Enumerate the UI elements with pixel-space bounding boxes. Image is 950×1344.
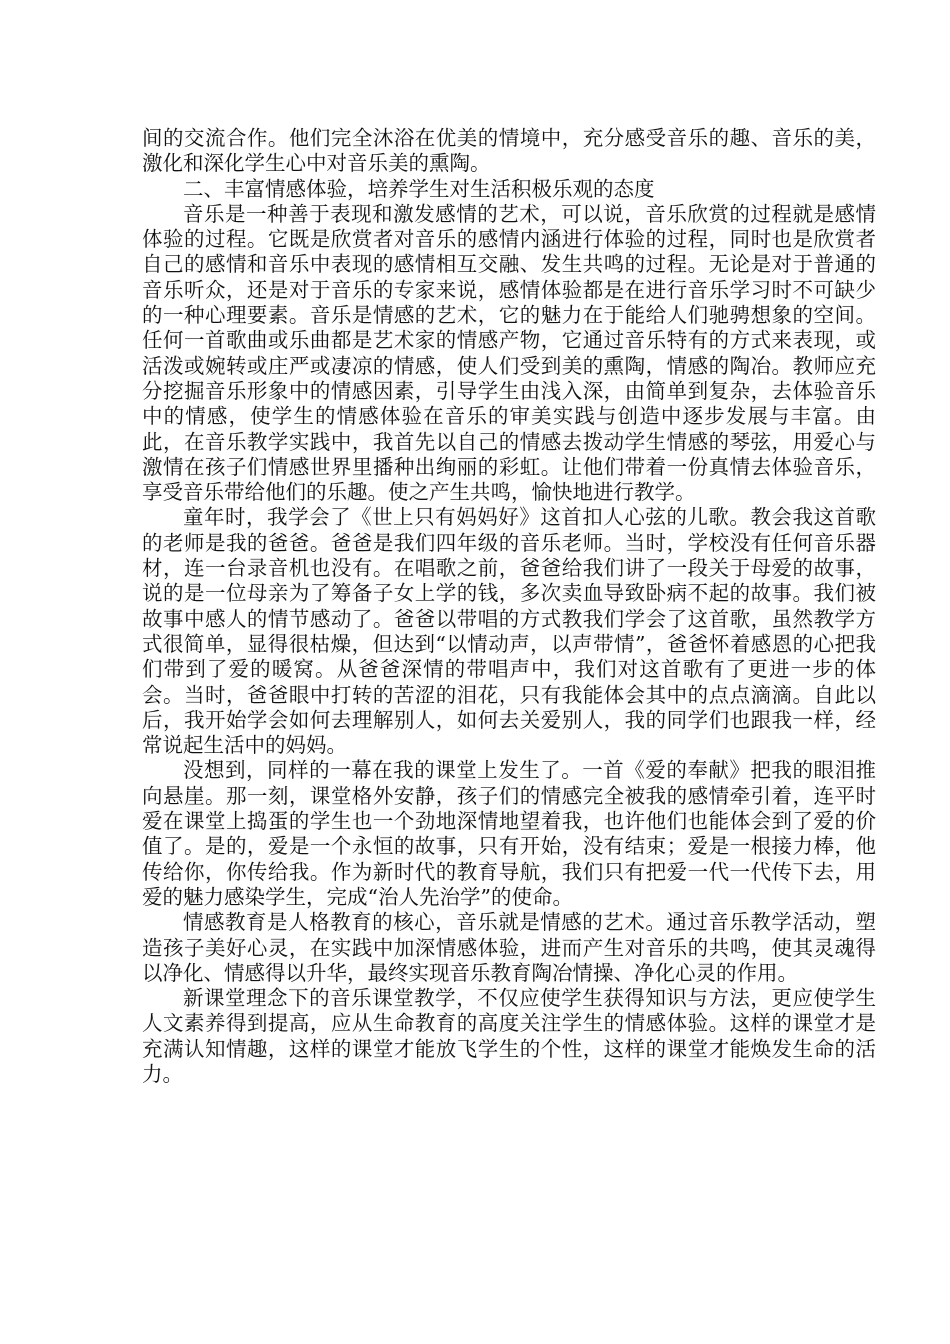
paragraph: 音乐是一种善于表现和激发感情的艺术，可以说，音乐欣赏的过程就是感情体验的过程。它既是欣赏者对音乐的感情内涵进行体验的过程，同时也是欣赏者自己的感情和音乐中表现的感情相互交融、发生共鸣的过程。无论是对于普通的音乐听众，还是对于音乐的专家来说，感情体验都是在进行音乐学习时不可缺少的一种心理要素。音乐是情感的艺术，它的魅力在于能给人们驰骋想象的空间。任何一首歌曲或乐曲都是艺术家的情感产物，它通过音乐特有的方式来表现，或活泼或婉转或庄严或凄凉的情感，使人们受到美的熏陶，情感的陶冶。教师应充分挖掘音乐形象中的情感因素，引导学生由浅入深，由简单到复杂，去体验音乐中的情感，使学生的情感体验在音乐的审美实践与创造中逐步发展与丰富。由此，在音乐教学实践中，我首先以自己的情感去拨动学生情感的琴弦，用爱心与激情在孩子们情感世界里播种出绚丽的彩虹。让他们带着一份真情去体验音乐，享受音乐带给他们的乐趣。使之产生共鸣，愉快地进行教学。 — [142, 201, 876, 505]
paragraph: 童年时，我学会了《世上只有妈妈好》这首扣人心弦的儿歌。教会我这首歌的老师是我的爸爸。爸爸是我们四年级的音乐老师。当时，学校没有任何音乐器材，连一台录音机也没有。在唱歌之前，爸爸给我们讲了一段关于母爱的故事，说的是一位母亲为了筹备子女上学的钱，多次卖血导致卧病不起的故事。我们被故事中感人的情节感动了。爸爸以带唱的方式教我们学会了这首歌，虽然教学方式很简单，显得很枯燥，但达到“以情动声，以声带情”，爸爸怀着感恩的心把我们带到了爱的暖窝。从爸爸深情的带唱声中，我们对这首歌有了更进一步的体会。当时，爸爸眼中打转的苦涩的泪花，只有我能体会其中的点点滴滴。自此以后，我开始学会如何去理解别人，如何去关爱别人，我的同学们也跟我一样，经常说起生活中的妈妈。 — [142, 505, 876, 758]
paragraph-continuation: 间的交流合作。他们完全沐浴在优美的情境中，充分感受音乐的趣、音乐的美，激化和深化学生心中对音乐美的熏陶。 — [142, 126, 876, 176]
paragraph: 新课堂理念下的音乐课堂教学，不仅应使学生获得知识与方法，更应使学生人文素养得到提高，应从生命教育的高度关注学生的情感体验。这样的课堂才是充满认知情趣，这样的课堂才能放飞学生的个性，这样的课堂才能焕发生命的活力。 — [142, 986, 876, 1086]
section-heading: 二、丰富情感体验，培养学生对生活积极乐观的态度 — [183, 176, 655, 201]
paragraph: 情感教育是人格教育的核心，音乐就是情感的艺术。通过音乐教学活动，塑造孩子美好心灵，在实践中加深情感体验，进而产生对音乐的共鸣，使其灵魂得以净化、情感得以升华，最终实现音乐教育陶冶情操、净化心灵的作用。 — [142, 910, 876, 985]
paragraph: 没想到，同样的一幕在我的课堂上发生了。一首《爱的奉献》把我的眼泪推向悬崖。那一刻，课堂格外安静，孩子们的情感完全被我的感情牵引着，连平时爱在课堂上捣蛋的学生也一个劲地深情地望着我，也许他们也能体会到了爱的价值了。是的，爱是一个永恒的故事，只有开始，没有结束；爱是一根接力棒，他传给你，你传给我。作为新时代的教育导航，我们只有把爱一代一代传下去，用爱的魅力感染学生，完成“治人先治学”的使命。 — [142, 758, 876, 909]
document-body — [142, 126, 876, 1087]
